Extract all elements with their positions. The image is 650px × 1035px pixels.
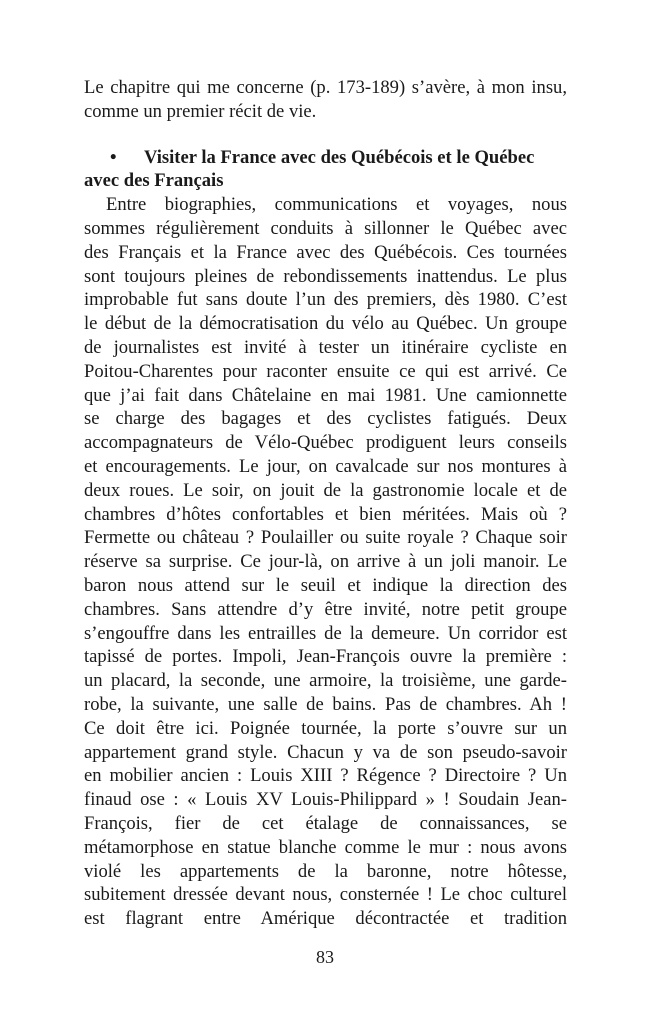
- intro-line-2: comme un premier récit de vie.: [84, 100, 317, 122]
- body-line: Entre biographies, communications et voyages, nous: [106, 194, 567, 216]
- body-line: sont toujours pleines de rebondissements inattendus. Le plus: [84, 265, 567, 287]
- body-line: que j’ai fait dans Châtelaine en mai 1981. Une camionnette: [84, 384, 567, 406]
- body-line: tapissé de portes. Impoli, Jean-François ouvre la première :: [84, 646, 567, 668]
- section-heading-line-2: avec des Français: [84, 170, 224, 192]
- body-line: de journalistes est invité à tester un itinéraire cycliste en: [84, 336, 567, 358]
- body-paragraph: [84, 193, 567, 931]
- body-line: se charge des bagages et des cyclistes fatigués. Deux: [84, 408, 567, 430]
- body-line: Poitou-Charentes pour raconter ensuite ce qui est arrivé. Ce: [84, 360, 567, 382]
- body-line: et encouragements. Le jour, on cavalcade sur nos montures à: [84, 455, 567, 477]
- section-heading: [84, 146, 567, 170]
- body-line: robe, la suivante, une salle de bains. Pas de chambres. Ah !: [84, 693, 567, 715]
- body-line: sommes régulièrement conduits à sillonner le Québec avec: [84, 217, 567, 239]
- body-line: violé les appartements de la baronne, notre hôtesse,: [84, 860, 567, 882]
- body-line: des Français et la France avec des Québécois. Ces tournées: [84, 241, 567, 263]
- paragraph-gap: [84, 124, 567, 146]
- section-heading-line-1: Visiter la France avec des Québécois et le Québec: [144, 146, 535, 168]
- body-line: métamorphose en statue blanche comme le mur : nous avons: [84, 836, 567, 858]
- body-line: appartement grand style. Chacun y va de son pseudo-savoir: [84, 741, 567, 763]
- page-text: [84, 76, 567, 931]
- body-line: baron nous attend sur le seuil et indique la direction des: [84, 574, 567, 596]
- body-line: chambres. Sans attendre d’y être invité, notre petit groupe: [84, 598, 567, 620]
- body-line: Fermette ou château ? Poulailler ou suite royale ? Chaque soir: [84, 527, 567, 549]
- body-line: François, fier de cet étalage de connaissances, se: [84, 812, 567, 834]
- body-line: deux roues. Le soir, on jouit de la gastronomie locale et de: [84, 479, 567, 501]
- body-line: chambres d’hôtes confortables et bien méritées. Mais où ?: [84, 503, 567, 525]
- body-line: improbable fut sans doute l’un des premiers, dès 1980. C’est: [84, 289, 567, 311]
- intro-line-1: Le chapitre qui me concerne (p. 173-189) s’avère, à mon insu,: [84, 77, 567, 98]
- body-line: est flagrant entre Amérique décontractée et tradition: [84, 908, 567, 930]
- body-line: subitement dressée devant nous, consternée ! Le choc culturel: [84, 884, 567, 906]
- body-line: accompagnateurs de Vélo-Québec prodiguent leurs conseils: [84, 432, 567, 454]
- body-line: le début de la démocratisation du vélo au Québec. Un groupe: [84, 313, 567, 335]
- page-number: 83: [316, 947, 334, 967]
- body-line: finaud ose : « Louis XV Louis-Philippard » ! Soudain Jean-: [84, 789, 567, 811]
- body-line: en mobilier ancien : Louis XIII ? Régence ? Directoire ? Un: [84, 765, 567, 787]
- body-line: s’engouffre dans les entrailles de la demeure. Un corridor est: [84, 622, 567, 644]
- body-line: réserve sa surprise. Ce jour-là, on arrive à un joli manoir. Le: [84, 551, 567, 573]
- bullet-icon: •: [110, 146, 117, 168]
- body-line: Ce doit être ici. Poignée tournée, la porte s’ouvre sur un: [84, 717, 567, 739]
- body-line: un placard, la seconde, une armoire, la troisième, une garde-: [84, 670, 567, 692]
